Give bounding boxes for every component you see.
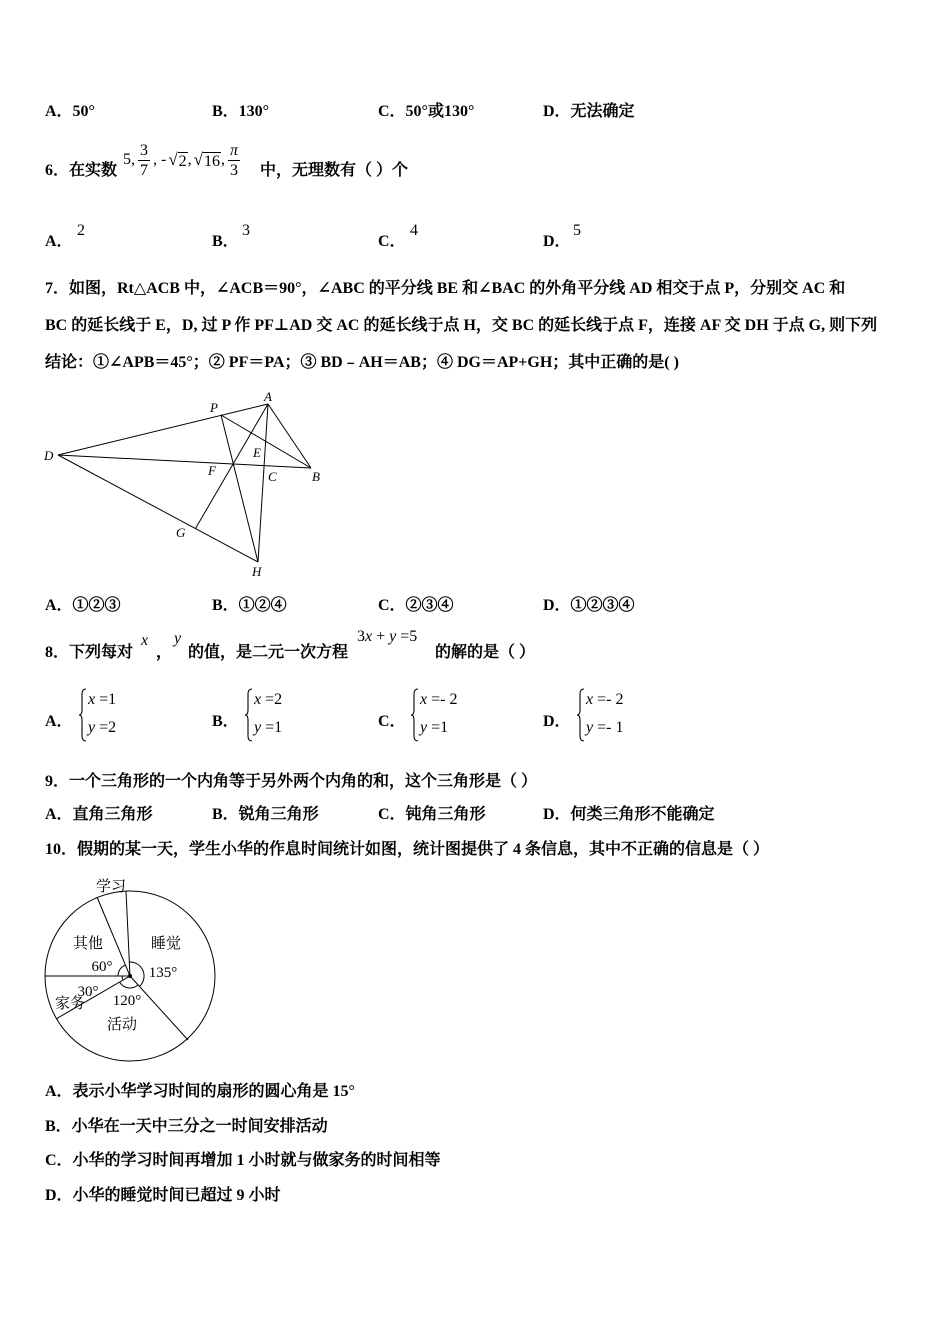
q8-equation-plus: + — [372, 628, 390, 645]
q8-option-b-eq2-rhs: =1 — [261, 719, 283, 736]
q5-option-a: A．50° — [45, 103, 95, 120]
q6-token-comma-1: , — [187, 151, 192, 168]
q8-option-d-eq1-var: x — [586, 691, 594, 708]
q10-text: 10．假期的某一天，学生小华的作息时间统计如图，统计图提供了 4 条信息，其中不正确的信息是（ ） — [45, 841, 770, 858]
angle-arc-60 — [118, 965, 125, 976]
q10-option-c: C．小华的学习时间再增加 1 小时就与做家务的时间相等 — [45, 1152, 441, 1169]
q7-text-line-2: BC 的延长线于 E，D, 过 P 作 PF⊥AD 交 AC 的延长线于点 H，交 BC 的延长线于点 F，连接 AF 交 DH 于点 G, 则下列 — [45, 317, 878, 334]
q10-option-b: B．小华在一天中三分之一时间安排活动 — [45, 1118, 328, 1135]
q7-option-b: B．①②④ — [212, 597, 287, 614]
q8-option-c-eq1 — [420, 691, 457, 709]
q10-option-d: D．小华的睡觉时间已超过 9 小时 — [45, 1187, 281, 1204]
pie-label-activity: 活动 — [106, 1017, 138, 1033]
q8-option-a-eq1-rhs: =1 — [95, 691, 117, 708]
q6-sqrt-2 — [168, 150, 187, 170]
q8-equation-y: y — [389, 628, 397, 645]
q6-fraction-3-7-denominator: 7 — [140, 161, 148, 179]
q6-option-a-label: A． — [45, 233, 73, 250]
pie-label-sleep: 睡觉 — [150, 936, 182, 952]
q8-option-d-eq1 — [586, 691, 623, 709]
q8-option-b-eq1-rhs: =2 — [261, 691, 283, 708]
angle-arc-30 — [122, 976, 123, 980]
q8-option-c-eq2-var: y — [420, 719, 428, 736]
q8-option-d-eq2-var: y — [586, 719, 594, 736]
q8-variable-y: y — [174, 630, 182, 647]
q6-token-five: 5, — [123, 151, 135, 168]
q6-option-a-value: 2 — [77, 222, 85, 239]
q6-option-c-label: C． — [378, 233, 406, 250]
q6-sqrt-16 — [194, 150, 221, 170]
q8-option-d-eq1-rhs: =- 2 — [593, 691, 624, 708]
q6-fraction-3-7 — [138, 141, 150, 180]
q6-token-minus: , - — [153, 151, 167, 168]
pie-angle-30: 30° — [77, 984, 99, 1000]
q8-equation-coefficient: 3 — [357, 628, 365, 645]
q6-suffix: 中，无理数有（ ）个 — [260, 162, 409, 179]
q8-option-b-brace — [244, 688, 253, 742]
segment-d-a — [58, 404, 268, 455]
point-label-a: A — [264, 390, 272, 404]
pie-label-other: 其他 — [72, 936, 104, 952]
q6-option-d-label: D． — [543, 233, 571, 250]
q8-comma: ， — [156, 644, 173, 661]
q6-prefix: 6．在实数 — [45, 162, 118, 179]
q8-equation-x: x — [365, 628, 373, 645]
q8-mid-text: 的值，是二元一次方程 — [188, 644, 349, 661]
q9-text: 9．一个三角形的一个内角等于另外两个内角的和，这个三角形是（ ） — [45, 773, 538, 790]
q8-option-d-eq2 — [586, 719, 623, 737]
q5-option-d: D．无法确定 — [543, 103, 635, 120]
segment-d-h — [58, 455, 258, 562]
q5-option-b: B．130° — [212, 103, 270, 120]
pie-angle-120: 120° — [112, 993, 142, 1009]
point-label-c: C — [268, 469, 277, 484]
q7-geometry-figure — [40, 390, 330, 582]
q6-sqrt-2-radicand: 2 — [178, 153, 187, 170]
q8-option-c-eq1-var: x — [420, 691, 428, 708]
q6-number-list — [123, 137, 243, 183]
q7-text-line-3: 结论：①∠APB＝45°；② PF＝PA；③ BD﹣AH＝AB；④ DG＝AP+GH；其中正确的是( ) — [45, 354, 679, 371]
q5-option-c: C．50°或130° — [378, 103, 475, 120]
q8-prefix: 8．下列每对 — [45, 644, 134, 661]
segment-a-g — [196, 404, 269, 529]
q9-option-a: A．直角三角形 — [45, 806, 153, 823]
q6-fraction-pi-denominator: 3 — [230, 161, 239, 179]
q6-option-b-label: B． — [212, 233, 239, 250]
q6-option-c-value: 4 — [410, 222, 418, 239]
q6-radical-sign: √ — [193, 150, 204, 169]
q7-option-d: D．①②③④ — [543, 597, 635, 614]
q8-option-d-eq2-rhs: =- 1 — [593, 719, 624, 736]
segment-p-h — [221, 415, 258, 562]
q8-option-c-brace — [410, 688, 419, 742]
q8-option-c-eq2-rhs: =1 — [427, 719, 449, 736]
q9-option-d: D．何类三角形不能确定 — [543, 806, 715, 823]
point-label-p: P — [210, 400, 218, 415]
angle-arc-120 — [120, 982, 138, 988]
point-label-d: D — [44, 448, 54, 463]
q6-sqrt-16-radicand: 16 — [204, 153, 221, 170]
q6-fraction-3-7-numerator: 3 — [140, 141, 148, 159]
point-label-f: F — [208, 463, 216, 478]
q10-option-a: A．表示小华学习时间的扇形的圆心角是 15° — [45, 1083, 355, 1100]
point-label-h: H — [252, 564, 262, 579]
pie-angle-60: 60° — [91, 959, 113, 975]
q8-option-b-eq1 — [254, 691, 282, 709]
q8-option-a-eq1-var: x — [88, 691, 96, 708]
segment-a-b — [268, 404, 311, 468]
q8-option-d-brace — [576, 688, 585, 742]
q8-option-c-label: C． — [378, 713, 406, 730]
q6-fraction-pi-3 — [228, 141, 240, 180]
q7-option-a: A．①②③ — [45, 597, 121, 614]
pie-label-study: 学习 — [95, 879, 127, 895]
q9-option-b: B．锐角三角形 — [212, 806, 319, 823]
q8-variable-x: x — [141, 632, 149, 649]
q8-option-d-label: D． — [543, 713, 571, 730]
q8-option-a-brace — [78, 688, 87, 742]
q6-radical-sign: √ — [168, 150, 178, 169]
q8-option-a-eq2 — [88, 719, 116, 737]
segment-d-b — [58, 455, 311, 468]
point-label-b: B — [312, 469, 320, 484]
q10-pie-figure — [40, 873, 225, 1065]
q8-option-a-label: A． — [45, 713, 73, 730]
q8-suffix: 的解的是（ ） — [435, 644, 536, 661]
pie-line-study-sleep — [126, 891, 130, 976]
q8-equation-rhs: =5 — [396, 628, 418, 645]
q8-equation — [357, 628, 417, 646]
q8-option-b-label: B． — [212, 713, 239, 730]
pie-center-dot — [128, 974, 132, 978]
q8-option-a-eq2-var: y — [88, 719, 96, 736]
q8-option-c-eq1-rhs: =- 2 — [427, 691, 458, 708]
q7-option-c: C．②③④ — [378, 597, 454, 614]
pie-label-chores: 家务 — [54, 996, 86, 1012]
q8-option-a-eq1 — [88, 691, 116, 709]
q8-option-c-eq2 — [420, 719, 448, 737]
pie-angle-135: 135° — [148, 965, 178, 981]
q6-fraction-pi-numerator: π — [230, 141, 239, 159]
q6-option-d-value: 5 — [573, 222, 581, 239]
segment-a-h — [258, 404, 268, 562]
point-label-e: E — [253, 445, 261, 460]
q7-text-line-1: 7．如图，Rt△ACB 中，∠ACB＝90°，∠ABC 的平分线 BE 和∠BAC 的外角平分线 AD 相交于点 P，分别交 AC 和 — [45, 280, 846, 297]
q8-option-b-eq1-var: x — [254, 691, 262, 708]
q8-option-b-eq2 — [254, 719, 282, 737]
q9-option-c: C．钝角三角形 — [378, 806, 486, 823]
q8-option-a-eq2-rhs: =2 — [95, 719, 117, 736]
q6-token-comma-2: , — [221, 151, 226, 168]
q8-option-b-eq2-var: y — [254, 719, 262, 736]
q6-option-b-value: 3 — [242, 222, 250, 239]
point-label-g: G — [176, 525, 186, 540]
